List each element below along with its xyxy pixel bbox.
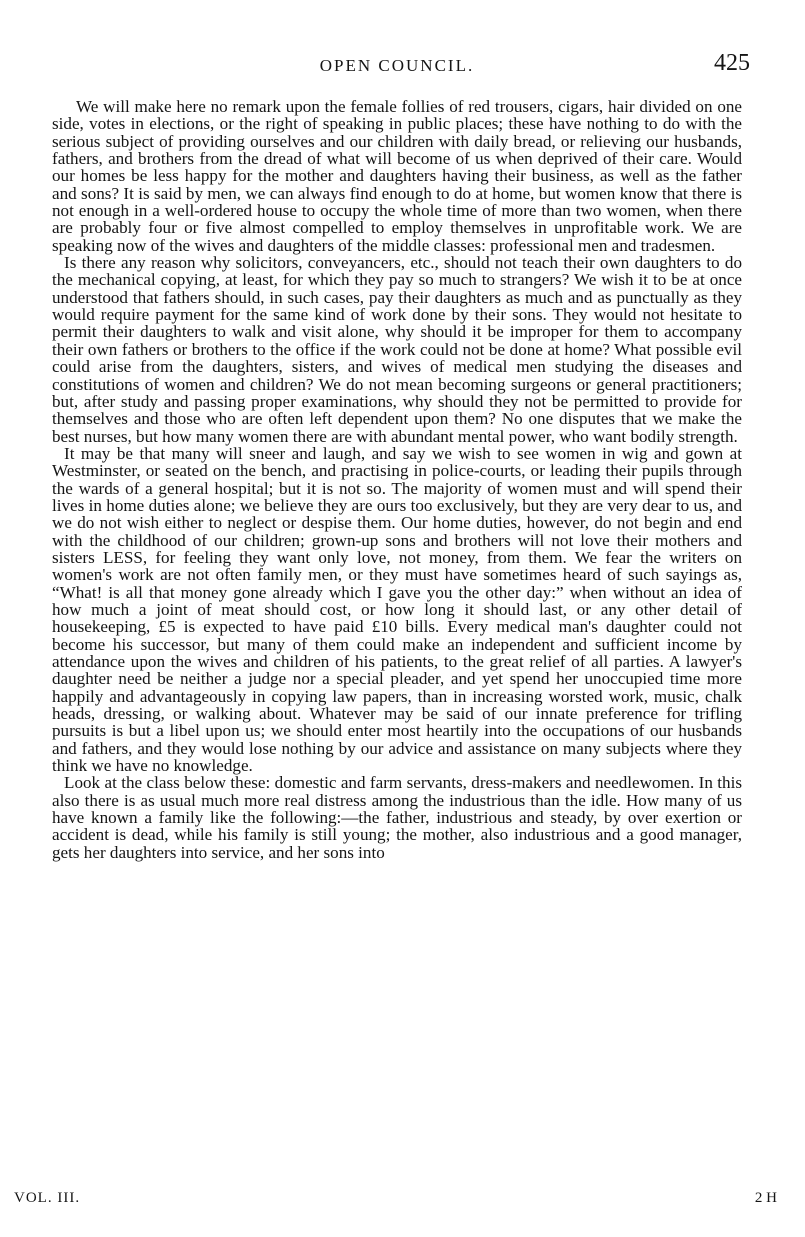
paragraph-1: We will make here no remark upon the female follies of red trousers, cigars, hair divided on one side, votes in elections, or the right of speaking in public places; these have nothing to do with the serious subject of providing ourselves and our children with daily bread, or relieving our husbands, fathers, and brothers from the dread of what will become of us when deprived of their care. Would our homes be less happy for the mother and daughters having their business, as well as the father and sons? It is said by men, we can always find enough to do at home, but women know that there is not enough in a well-ordered house to occupy the whole time of more than two women, when there are probably four or five almost compelled to employ themselves in unprofitable work. We are speaking now of the wives and daughters of the middle classes: professional men and tradesmen. [52, 97, 742, 255]
running-title: OPEN COUNCIL. [319, 56, 475, 75]
page-header [52, 50, 750, 80]
document-page [52, 50, 750, 862]
page-footer [14, 1190, 777, 1210]
signature-mark: 2 H [754, 1190, 777, 1206]
paragraph-3: It may be that many will sneer and laugh, and say we wish to see women in wig and gown at Westminster, or seated on the bench, and practising in police-courts, or leading their pupils through the wards of a general hospital; but it is not so. The majority of women must and will spend their lives in home duties alone; we believe they are ours too exclusively, but they are very dear to us, and we do not wish either to neglect or despise them. Our home duties, however, do not begin and end with the childhood of our children; grown-up sons and brothers will not love their mothers and sisters LESS, for feeling they want only love, not money, from them. We fear the writers on women's work are not often family men, or they must have sometimes heard of such sayings as, “What! is all that money gone already which I gave you the other day:” when without an idea of how much a joint of meat should cost, or how long it should last, or any other detail of housekeeping, £5 is expected to have paid £10 bills. Every medical man's daughter could not become his successor, but many of them could make an independent and sufficient income by attendance upon the wives and children of his patients, to the great relief of all parties. A lawyer's daughter need be neither a judge nor a special pleader, and yet spend her unoccupied time more happily and advantageously in copying law papers, than in increasing worsted work, music, chalk heads, dressing, or walking about. Whatever may be said of our innate preference for trifling pursuits is but a libel upon us; we should enter most heartily into the occupations of our husbands and fathers, and they would lose nothing by our advice and assistance on many subjects where they think we have no knowledge. [52, 443, 742, 776]
paragraph-4: Look at the class below these: domestic and farm servants, dress-makers and needlewomen. In this also there is as usual much more real distress among the industrious than the idle. How many of us have known a family like the following:—the father, industrious and steady, by over exertion or accident is dead, while his family is still young; the mother, also industrious and a good manager, gets her daughters into service, and her sons into [52, 773, 742, 862]
page-number: 425 [714, 50, 750, 76]
article-body [52, 98, 742, 861]
volume-label: VOL. III. [14, 1190, 81, 1206]
paragraph-2: Is there any reason why solicitors, conveyancers, etc., should not teach their own daughters to do the mechanical copying, at least, for which they pay so much to strangers? We wish it to be at once understood that fathers should, in such cases, pay their daughters as much and as punctually as they would require payment for the same kind of work done by their sons. They would not hesitate to permit their daughters to walk and visit alone, why should it be improper for them to accompany their own fathers or brothers to the office if the work could not be done at home? What possible evil could arise from the daughters, sisters, and wives of medical men studying the diseases and constitutions of women and children? We do not mean becoming surgeons or general practitioners; but, after study and passing proper examinations, why should they not be permitted to provide for themselves and those who are often left dependent upon them? No one disputes that we make the best nurses, but how many women there are with abundant mental power, who want bodily strength. [52, 253, 742, 446]
